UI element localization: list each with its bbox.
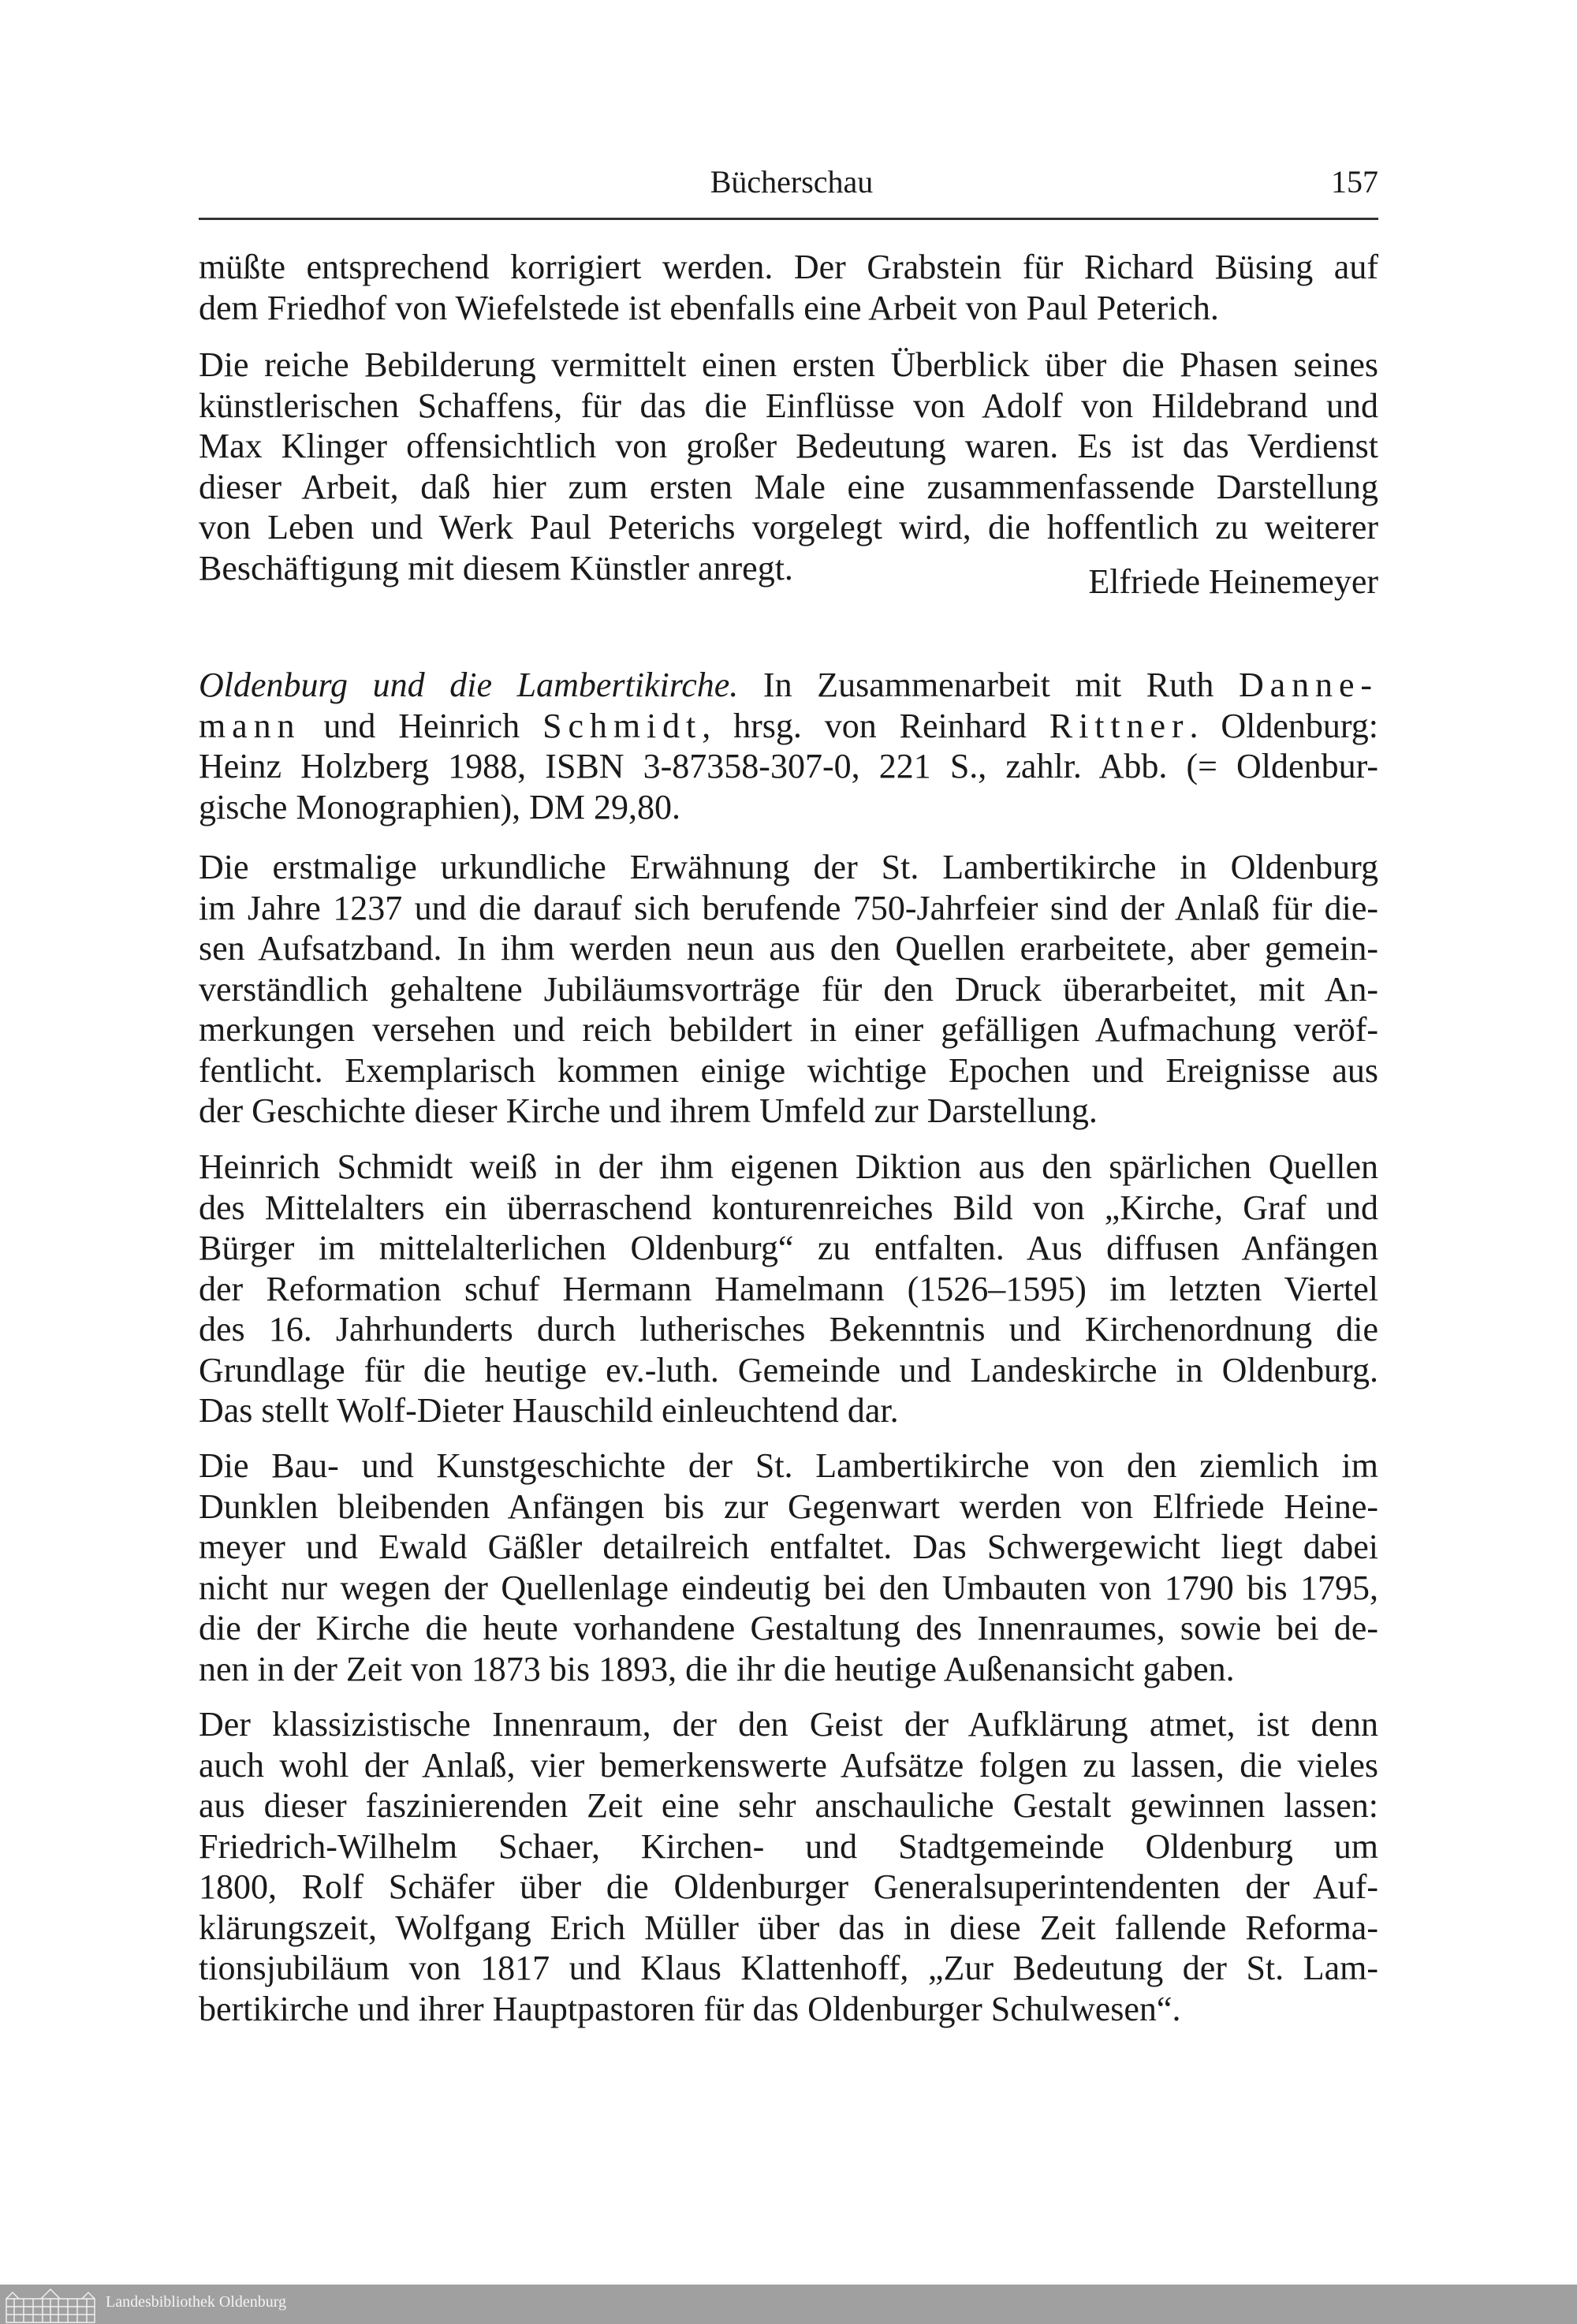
text-line bbox=[199, 288, 1378, 329]
text-line bbox=[199, 1527, 1378, 1568]
person-name: mann bbox=[199, 706, 301, 745]
paragraph bbox=[199, 847, 1378, 1132]
text-segment: dem Friedhof von Wiefelstede ist ebenfalls eine Arbeit von Paul Peterich. bbox=[199, 288, 1219, 327]
header-rule bbox=[199, 218, 1378, 220]
text-line bbox=[199, 1009, 1378, 1050]
person-name: Schmidt bbox=[542, 706, 703, 745]
text-line bbox=[199, 1989, 1378, 2030]
text-line bbox=[199, 1608, 1378, 1649]
text-segment: des Mittelalters ein überraschend konturenreiches Bild von „Kirche, Graf und bbox=[199, 1188, 1378, 1227]
text-segment: im Jahre 1237 und die darauf sich berufende 750-Jahrfeier sind der Anlaß für die- bbox=[199, 888, 1378, 927]
text-segment: bertikirche und ihrer Hauptpastoren für das Oldenburger Schulwesen“. bbox=[199, 1989, 1181, 2028]
text-line bbox=[199, 1309, 1378, 1350]
text-segment: Max Klinger offensichtlich von großer Bedeutung waren. Es ist das Verdienst bbox=[199, 427, 1378, 465]
text-line bbox=[199, 345, 1378, 386]
text-line bbox=[199, 1228, 1378, 1269]
text-segment: tionsjubiläum von 1817 und Klaus Klattenhoff, „Zur Bedeutung der St. Lam- bbox=[199, 1949, 1378, 1987]
person-name: Danne- bbox=[1238, 666, 1378, 704]
paragraph bbox=[199, 1704, 1378, 2029]
text-line bbox=[199, 1446, 1378, 1487]
text-segment: Die Bau- und Kunstgeschichte der St. Lambertikirche von den ziemlich im bbox=[199, 1446, 1378, 1485]
text-line bbox=[199, 1050, 1378, 1091]
text-segment: . Oldenburg: bbox=[1189, 706, 1378, 745]
text-line bbox=[199, 507, 1378, 548]
paragraph bbox=[199, 1446, 1378, 1689]
text-line bbox=[199, 1188, 1378, 1229]
text-line bbox=[199, 1704, 1378, 1745]
text-line bbox=[199, 1390, 1378, 1431]
text-segment: aus dieser faszinierenden Zeit eine sehr anschauliche Gestalt gewinnen lassen: bbox=[199, 1786, 1378, 1825]
text-line bbox=[199, 746, 1378, 787]
text-segment: der Reformation schuf Hermann Hamelmann (1526–1595) im letzten Viertel bbox=[199, 1269, 1378, 1308]
text-line bbox=[199, 467, 1378, 508]
text-line bbox=[199, 1867, 1378, 1908]
text-segment: Heinz Holzberg 1988, ISBN 3-87358-307-0, 221 S., zahlr. Abb. (= Oldenbur- bbox=[199, 747, 1378, 785]
text-segment: Das stellt Wolf-Dieter Hauschild einleuchtend dar. bbox=[199, 1391, 899, 1430]
text-segment: merkungen versehen und reich bebildert in einer gefälligen Aufmachung veröf- bbox=[199, 1010, 1378, 1049]
text-line bbox=[199, 426, 1378, 467]
text-segment: des 16. Jahrhunderts durch lutherisches Bekenntnis und Kirchenordnung die bbox=[199, 1310, 1378, 1349]
text-segment: auch wohl der Anlaß, vier bemerkenswerte Aufsätze folgen zu lassen, die vieles bbox=[199, 1745, 1378, 1785]
text-line bbox=[199, 1826, 1378, 1867]
book-title: Oldenburg und die Lambertikirche. bbox=[199, 666, 739, 704]
paragraph bbox=[199, 1147, 1378, 1431]
text-segment: 1800, Rolf Schäfer über die Oldenburger Generalsuperintendenten der Auf- bbox=[199, 1867, 1378, 1906]
text-segment: Bürger im mittelalterlichen Oldenburg“ zu entfalten. Aus diffusen Anfängen bbox=[199, 1229, 1378, 1267]
text-line bbox=[199, 1568, 1378, 1609]
library-building-logo-icon bbox=[5, 2288, 96, 2324]
text-line bbox=[199, 247, 1378, 288]
text-line bbox=[199, 1908, 1378, 1949]
text-segment: Friedrich-Wilhelm Schaer, Kirchen- und Stadtgemeinde Oldenburg um bbox=[199, 1826, 1378, 1866]
text-segment: fentlicht. Exemplarisch kommen einige wichtige Epochen und Ereignisse aus bbox=[199, 1050, 1378, 1090]
text-segment: meyer und Ewald Gäßler detailreich entfaltet. Das Schwergewicht liegt dabei bbox=[199, 1528, 1378, 1566]
text-segment: , hrsg. von Reinhard bbox=[702, 706, 1049, 745]
text-line bbox=[199, 1649, 1378, 1690]
text-segment: sen Aufsatzband. In ihm werden neun aus den Quellen erarbeitete, aber gemein- bbox=[199, 929, 1378, 968]
text-segment: nen in der Zeit von 1873 bis 1893, die ihr die heutige Außenansicht gaben. bbox=[199, 1649, 1235, 1688]
text-line bbox=[199, 706, 1378, 747]
text-line bbox=[199, 1948, 1378, 1989]
paragraph-review-conclusion bbox=[199, 345, 1378, 588]
text-segment: dieser Arbeit, daß hier zum ersten Male eine zusammenfassende Darstellung bbox=[199, 467, 1378, 506]
text-line bbox=[199, 665, 1378, 706]
page-number: 157 bbox=[1331, 164, 1378, 200]
text-line bbox=[199, 1269, 1378, 1310]
footer-library-name: Landesbibliothek Oldenburg bbox=[106, 2293, 287, 2311]
text-segment: klärungszeit, Wolfgang Erich Müller über das in diese Zeit fallende Reforma- bbox=[199, 1908, 1378, 1947]
bibliographic-entry bbox=[199, 665, 1378, 827]
text-segment: die der Kirche die heute vorhandene Gestaltung des Innenraumes, sowie bei de- bbox=[199, 1609, 1378, 1647]
text-segment: gische Monographien), DM 29,80. bbox=[199, 787, 681, 826]
text-line bbox=[199, 386, 1378, 427]
text-segment: müßte entsprechend korrigiert werden. Der Grabstein für Richard Büsing auf bbox=[199, 248, 1378, 286]
text-segment: Die erstmalige urkundliche Erwähnung der St. Lambertikirche in Oldenburg bbox=[199, 848, 1378, 886]
text-segment: Beschäftigung mit diesem Künstler anregt. bbox=[199, 548, 793, 588]
text-segment: verständlich gehaltene Jubiläumsvorträge für den Druck überarbeitet, mit An- bbox=[199, 969, 1378, 1009]
text-line bbox=[199, 1350, 1378, 1391]
text-segment: In Zusammenarbeit mit Ruth bbox=[738, 666, 1239, 704]
text-line bbox=[199, 1745, 1378, 1786]
text-segment: der Geschichte dieser Kirche und ihrem Umfeld zur Darstellung. bbox=[199, 1091, 1098, 1130]
text-line bbox=[199, 847, 1378, 888]
person-name: Rittner bbox=[1049, 706, 1190, 745]
text-segment: Heinrich Schmidt weiß in der ihm eigenen Diktion aus den spärlichen Quellen bbox=[199, 1147, 1378, 1186]
text-segment: Grundlage für die heutige ev.-luth. Gemeinde und Landeskirche in Oldenburg. bbox=[199, 1350, 1378, 1390]
text-segment: und Heinrich bbox=[300, 706, 543, 745]
text-segment: von Leben und Werk Paul Peterichs vorgelegt wird, die hoffentlich zu weiterer bbox=[199, 508, 1378, 546]
text-segment: nicht nur wegen der Quellenlage eindeutig bei den Umbauten von 1790 bis 1795, bbox=[199, 1568, 1378, 1607]
paragraph-continuation bbox=[199, 247, 1378, 328]
text-line bbox=[199, 1487, 1378, 1528]
text-line bbox=[199, 1091, 1378, 1132]
text-line bbox=[199, 969, 1378, 1010]
text-line bbox=[199, 928, 1378, 969]
reviewer-signature: Elfriede Heinemeyer bbox=[1088, 562, 1378, 601]
text-line bbox=[199, 1785, 1378, 1826]
text-segment: Die reiche Bebilderung vermittelt einen ersten Überblick über die Phasen seines bbox=[199, 345, 1378, 384]
text-segment: Dunklen bleibenden Anfängen bis zur Gegenwart werden von Elfriede Heine- bbox=[199, 1487, 1378, 1526]
text-line bbox=[199, 888, 1378, 929]
running-header-title: Bücherschau bbox=[710, 164, 874, 200]
text-segment: Der klassizistische Innenraum, der den Geist der Aufklärung atmet, ist denn bbox=[199, 1705, 1378, 1744]
footer-bar bbox=[0, 2285, 1577, 2324]
text-line bbox=[199, 787, 1378, 828]
text-segment: künstlerischen Schaffens, für das die Einflüsse von Adolf von Hildebrand und bbox=[199, 386, 1378, 425]
text-line bbox=[199, 1147, 1378, 1188]
